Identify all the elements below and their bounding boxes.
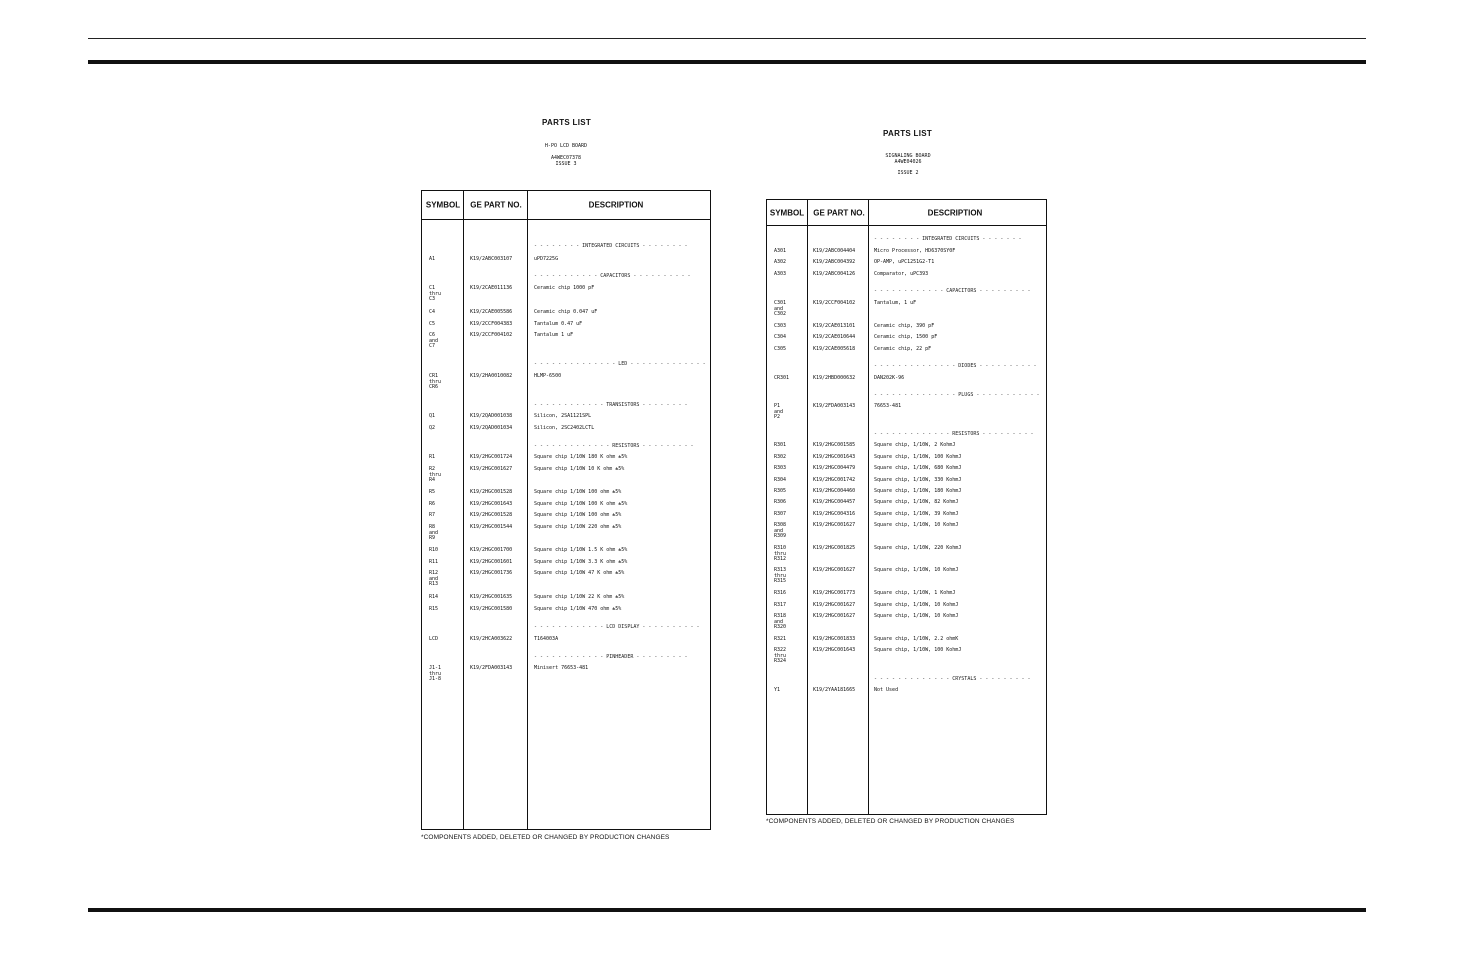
row-symbol: A303 — [774, 271, 787, 277]
row-symbol: P1 and P2 — [774, 403, 784, 421]
right-board-name: SIGNALING BOARD — [885, 153, 931, 159]
row-symbol: R304 — [774, 477, 787, 483]
row-part-number: K19/2FDA003143 — [813, 403, 856, 409]
row-description: Square chip 1/10W 100 K ohm ±5% — [534, 501, 628, 507]
row-symbol: C301 and C302 — [774, 300, 787, 318]
row-description: Square chip 1/10W 180 K ohm ±5% — [534, 454, 628, 460]
row-description: Square chip, 1/10W, 330 KohmJ — [874, 477, 962, 483]
row-description: Micro Processor, HD6370SY0F — [874, 248, 956, 254]
section-heading-label: - - - - - - - - - - - - - CRYSTALS - - - - - - - - - — [874, 676, 1031, 682]
bottom-thick-rule — [88, 908, 1366, 912]
row-symbol: R6 — [429, 501, 436, 507]
row-description: Square chip 1/10W 22 K ohm ±5% — [534, 594, 625, 600]
row-part-number: K19/2HGC001635 — [470, 594, 513, 600]
row-description: Square chip, 1/10W, 82 KohmJ — [874, 499, 959, 505]
row-description: Square chip, 1/10W, 2.2 ohmK — [874, 636, 959, 642]
row-symbol: R301 — [774, 442, 787, 448]
row-part-number: K19/2ABC004392 — [813, 259, 856, 265]
row-description: Square chip 1/10W 1.5 K ohm ±5% — [534, 547, 628, 553]
section-heading-label: - - - - - - - - - - - - PINHEADER - - - - - - - - - — [534, 654, 688, 660]
row-description: Minisert 76653-481 — [534, 665, 589, 671]
row-part-number: K19/2HGC004460 — [813, 488, 856, 494]
top-thin-rule — [88, 38, 1366, 39]
row-symbol: R1 — [429, 454, 436, 460]
row-symbol: R7 — [429, 512, 436, 518]
row-symbol: A1 — [429, 256, 436, 262]
right-header-symbol: SYMBOL — [769, 208, 805, 217]
row-part-number: K19/2ABC003107 — [470, 256, 513, 262]
row-part-number: K19/2QAD001038 — [470, 413, 513, 419]
right-footnote: *COMPONENTS ADDED, DELETED OR CHANGED BY PRODUCTION CHANGES — [766, 818, 1015, 825]
right-board-number: A4WE04026 — [894, 159, 922, 165]
row-symbol: Q1 — [429, 413, 436, 419]
row-description: Square chip, 1/10W, 10 KohmJ — [874, 522, 959, 528]
row-part-number: K19/2HGC001700 — [470, 547, 513, 553]
row-part-number: K19/2HGC004479 — [813, 465, 856, 471]
row-symbol: Y1 — [774, 687, 781, 693]
left-board-name: H-PO LCD BOARD — [544, 143, 588, 149]
row-symbol: R14 — [429, 594, 439, 600]
left-col-divider-2 — [527, 191, 528, 829]
row-symbol: R307 — [774, 511, 787, 517]
row-description: Ceramic chip 1000 pF — [534, 285, 595, 291]
row-description: Square chip, 1/10W, 180 KohmJ — [874, 488, 962, 494]
row-symbol: C5 — [429, 321, 436, 327]
row-symbol: R313 thru R315 — [774, 567, 787, 585]
row-part-number: K19/2CCF004383 — [470, 321, 513, 327]
right-issue: ISSUE 2 — [897, 170, 919, 176]
section-heading-label: - - - - - - - - - - - - CAPACITORS - - - - - - - - - — [874, 288, 1031, 294]
row-part-number: K19/2HGC001627 — [813, 602, 856, 608]
row-part-number: K19/2CCF004102 — [813, 300, 856, 306]
row-symbol: R308 and R309 — [774, 522, 787, 540]
row-description: Square chip 1/10W 100 ohm ±5% — [534, 512, 622, 518]
row-part-number: K19/2HGC001585 — [813, 442, 856, 448]
row-description: Square chip 1/10W 220 ohm ±5% — [534, 524, 622, 530]
row-part-number: K19/2CAE005618 — [813, 346, 856, 352]
row-symbol: C1 thru C3 — [429, 285, 442, 303]
row-description: Square chip, 1/10W, 10 KohmJ — [874, 602, 959, 608]
row-part-number: K19/2HGC001544 — [470, 524, 513, 530]
right-col-divider-1 — [807, 200, 808, 814]
row-symbol: R305 — [774, 488, 787, 494]
row-description: Square chip 1/10W 10 K ohm ±5% — [534, 466, 625, 472]
row-description: Square chip, 1/10W, 2 KohmJ — [874, 442, 956, 448]
row-description: Square chip, 1/10W, 100 KohmJ — [874, 647, 962, 653]
row-symbol: R306 — [774, 499, 787, 505]
row-symbol: CR301 — [774, 375, 790, 381]
row-part-number: K19/2CAE010644 — [813, 334, 856, 340]
row-symbol: R316 — [774, 590, 787, 596]
row-part-number: K19/2HGC001643 — [470, 501, 513, 507]
row-part-number: K19/2HGC001833 — [813, 636, 856, 642]
row-part-number: K19/2FDA003143 — [470, 665, 513, 671]
row-description: Comparator, uPC393 — [874, 271, 929, 277]
row-part-number: K19/2ABC004404 — [813, 248, 856, 254]
row-symbol: R2 thru R4 — [429, 466, 442, 484]
row-part-number: K19/2HGC001580 — [470, 606, 513, 612]
row-description: HLMP-6500 — [534, 373, 562, 379]
row-part-number: K19/2QAD001034 — [470, 425, 513, 431]
row-symbol: R318 and R320 — [774, 613, 787, 631]
row-description: Tantalum, 1 uF — [874, 300, 917, 306]
row-part-number: K19/2CAE013101 — [813, 323, 856, 329]
row-part-number: K19/2HGC001627 — [813, 613, 856, 619]
row-symbol: A302 — [774, 259, 787, 265]
left-table-header — [422, 191, 710, 220]
row-description: Tantalum 1 uF — [534, 332, 574, 338]
row-part-number: K19/2HCA003622 — [470, 636, 513, 642]
row-description: Square chip, 1/10W, 10 KohmJ — [874, 567, 959, 573]
row-description: Not Used — [874, 687, 899, 693]
row-symbol: CR1 thru CR6 — [429, 373, 442, 391]
row-description: Silicon, 2SA1121SPL — [534, 413, 592, 419]
row-description: Tantalum 0.47 uF — [534, 321, 583, 327]
section-heading-label: - - - - - - - - - - - CAPACITORS - - - - - - - - - - — [534, 273, 691, 279]
left-parts-table — [421, 190, 711, 830]
row-part-number: K19/2HGC001643 — [813, 647, 856, 653]
row-symbol: R302 — [774, 454, 787, 460]
row-symbol: Q2 — [429, 425, 436, 431]
row-description: Square chip, 1/10W, 680 KohmJ — [874, 465, 962, 471]
row-description: T164003A — [534, 636, 559, 642]
row-part-number: K19/2HGC001528 — [470, 489, 513, 495]
section-heading-label: - - - - - - - - - - - - TRANSISTORS - - - - - - - - — [534, 402, 688, 408]
row-description: Square chip, 1/10W, 1 KohmJ — [874, 590, 956, 596]
row-symbol: R310 thru R312 — [774, 545, 787, 563]
row-description: Ceramic chip, 390 pF — [874, 323, 935, 329]
row-part-number: K19/2HA0010082 — [470, 373, 513, 379]
row-part-number: K19/2HGC004457 — [813, 499, 856, 505]
right-header-part: GE PART NO. — [813, 208, 865, 217]
row-part-number: K19/2YAA181665 — [813, 687, 856, 693]
row-symbol: R303 — [774, 465, 787, 471]
row-description: Square chip, 1/10W, 220 KohmJ — [874, 545, 962, 551]
row-symbol: C303 — [774, 323, 787, 329]
left-parts-list-title: PARTS LIST — [542, 118, 592, 127]
row-part-number: K19/2HGC001825 — [813, 545, 856, 551]
row-part-number: K19/2HGC001742 — [813, 477, 856, 483]
row-description: 76653-481 — [874, 403, 902, 409]
section-heading-label: - - - - - - - - - - - - LCD DISPLAY - - - - - - - - - - — [534, 624, 700, 630]
section-heading-label: - - - - - - - - - - - - - - DIODES - - - - - - - - - - — [874, 363, 1037, 369]
row-part-number: K19/2HGC001724 — [470, 454, 513, 460]
left-col-divider-1 — [463, 191, 464, 829]
row-part-number: K19/2HGC001627 — [813, 567, 856, 573]
section-heading-label: - - - - - - - - INTEGRATED CIRCUITS - - - - - - - — [874, 236, 1022, 242]
row-symbol: LCD — [429, 636, 439, 642]
row-part-number: K19/2HGC001601 — [470, 559, 513, 565]
left-board-number: A4WEC07378 — [550, 155, 582, 161]
row-symbol: R5 — [429, 489, 436, 495]
left-issue: ISSUE 3 — [555, 161, 577, 167]
row-description: Ceramic chip, 1500 pF — [874, 334, 938, 340]
section-heading-label: - - - - - - - - - - - - - RESISTORS - - - - - - - - - — [534, 443, 694, 449]
row-symbol: C304 — [774, 334, 787, 340]
right-parts-table — [766, 199, 1047, 815]
row-symbol: C6 and C7 — [429, 332, 439, 350]
row-description: Square chip, 1/10W, 39 KohmJ — [874, 511, 959, 517]
left-footnote: *COMPONENTS ADDED, DELETED OR CHANGED BY PRODUCTION CHANGES — [421, 834, 670, 841]
row-description: Square chip 1/10W 47 K ohm ±5% — [534, 570, 625, 576]
row-description: Square chip, 1/10W, 10 KohmJ — [874, 613, 959, 619]
section-heading-label: - - - - - - - - INTEGRATED CIRCUITS - - - - - - - - — [534, 243, 688, 249]
row-symbol: R12 and R13 — [429, 570, 439, 588]
row-part-number: K19/2HGC001528 — [470, 512, 513, 518]
row-part-number: K19/2HGC001736 — [470, 570, 513, 576]
row-description: Ceramic chip 0.047 uF — [534, 309, 598, 315]
row-description: Square chip 1/10W 100 ohm ±5% — [534, 489, 622, 495]
row-symbol: R15 — [429, 606, 439, 612]
left-header-symbol: SYMBOL — [425, 200, 461, 210]
right-header-description: DESCRIPTION — [927, 208, 983, 217]
row-description: uPD7225G — [534, 256, 559, 262]
row-part-number: K19/2HGC001773 — [813, 590, 856, 596]
row-part-number: K19/2CAE011136 — [470, 285, 513, 291]
right-table-header — [767, 200, 1046, 226]
row-description: Square chip 1/10W 470 ohm ±5% — [534, 606, 622, 612]
row-symbol: C4 — [429, 309, 436, 315]
row-part-number: K19/2HBD000632 — [813, 375, 856, 381]
right-col-divider-2 — [868, 200, 869, 814]
row-symbol: J1-1 thru J1-8 — [429, 665, 442, 683]
row-symbol: R322 thru R324 — [774, 647, 787, 665]
row-part-number: K19/2HGC001627 — [813, 522, 856, 528]
row-symbol: R11 — [429, 559, 439, 565]
row-description: OP-AMP, uPC1251G2-T1 — [874, 259, 935, 265]
section-heading-label: - - - - - - - - - - - - - - LED - - - - - - - - - - - - - — [534, 361, 706, 367]
row-symbol: C305 — [774, 346, 787, 352]
row-description: Square chip 1/10W 3.3 K ohm ±5% — [534, 559, 628, 565]
right-parts-list-title: PARTS LIST — [883, 129, 933, 138]
top-thick-rule — [88, 60, 1366, 64]
row-part-number: K19/2HGC001643 — [813, 454, 856, 460]
left-header-part: GE PART NO. — [470, 200, 522, 210]
section-heading-label: - - - - - - - - - - - - - RESISTORS - - - - - - - - - — [874, 431, 1034, 437]
row-symbol: R321 — [774, 636, 787, 642]
row-part-number: K19/2ABC004126 — [813, 271, 856, 277]
row-description: DAN202K-96 — [874, 375, 905, 381]
row-part-number: K19/2HGC001627 — [470, 466, 513, 472]
row-symbol: R10 — [429, 547, 439, 553]
row-part-number: K19/2CAE005586 — [470, 309, 513, 315]
row-part-number: K19/2CCF004102 — [470, 332, 513, 338]
row-symbol: R317 — [774, 602, 787, 608]
row-symbol: R8 and R9 — [429, 524, 439, 542]
row-description: Ceramic chip, 22 pF — [874, 346, 932, 352]
row-description: Silicon, 2SC2402LCTL — [534, 425, 595, 431]
row-symbol: A301 — [774, 248, 787, 254]
row-part-number: K19/2HGC004316 — [813, 511, 856, 517]
section-heading-label: - - - - - - - - - - - - - - PLUGS - - - - - - - - - - - — [874, 392, 1040, 398]
left-header-description: DESCRIPTION — [588, 200, 644, 210]
row-description: Square chip, 1/10W, 100 KohmJ — [874, 454, 962, 460]
